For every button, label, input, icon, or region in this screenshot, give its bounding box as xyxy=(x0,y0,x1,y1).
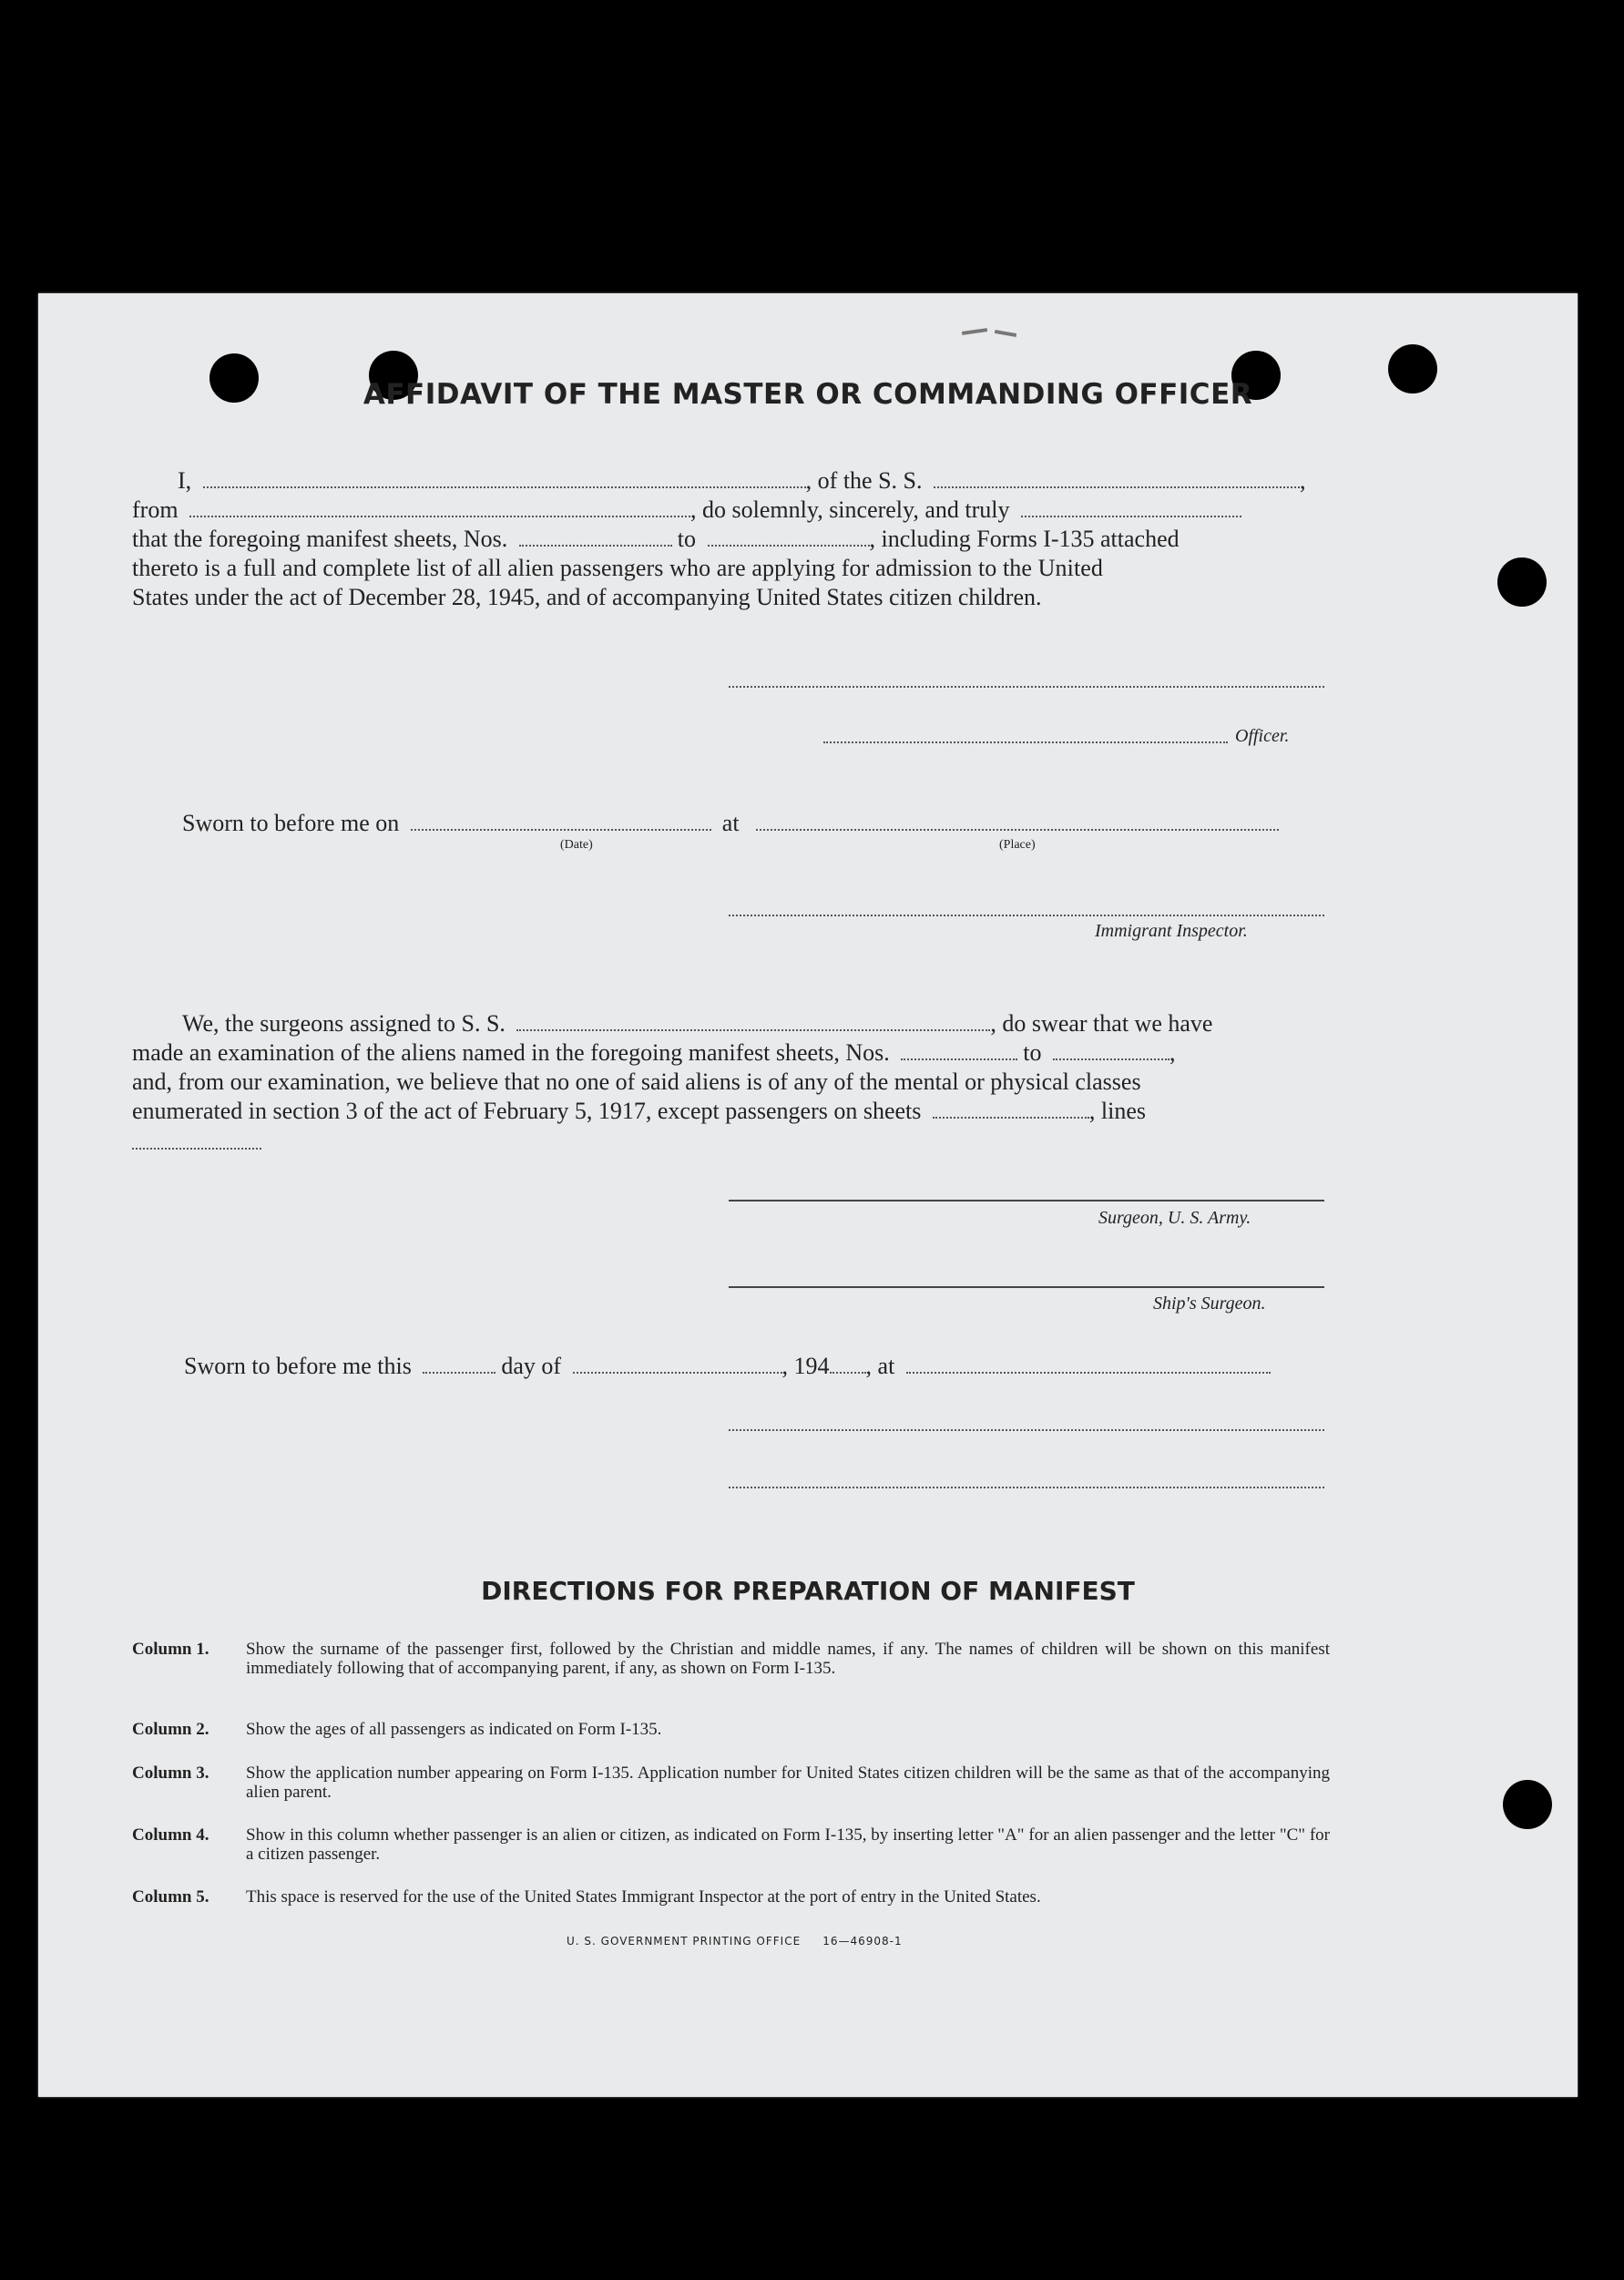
form-page xyxy=(38,293,1578,2097)
ship-name-blank[interactable] xyxy=(934,468,1300,488)
sheets-blank[interactable] xyxy=(933,1099,1089,1119)
sheet-to-blank[interactable] xyxy=(708,527,870,547)
day-blank[interactable] xyxy=(423,1354,495,1374)
sworn-on-line xyxy=(182,809,1279,838)
static-text: to xyxy=(677,526,697,552)
signature-line[interactable] xyxy=(729,1429,1324,1431)
static-text: Sworn to before me on xyxy=(182,810,400,836)
static-text: I, xyxy=(178,467,192,494)
static-text: to xyxy=(1023,1039,1042,1066)
printing-office: U. S. GOVERNMENT PRINTING OFFICE xyxy=(567,1935,802,1948)
master-line-3 xyxy=(132,525,1180,554)
column-direction xyxy=(132,1887,1330,1907)
column-text: Show the ages of all passengers as indicated on Form I-135. xyxy=(246,1720,662,1739)
sheet-from-blank[interactable] xyxy=(901,1040,1017,1060)
year-blank[interactable] xyxy=(830,1354,866,1374)
surgeons-line-3: and, from our examination, we believe that no one of said aliens is of any of the mental or physical classes xyxy=(132,1068,1141,1095)
date-blank[interactable] xyxy=(411,811,711,831)
date-caption: (Date) xyxy=(560,838,593,852)
static-text: , do solemnly, sincerely, and truly xyxy=(690,496,1010,523)
directions-title: DIRECTIONS FOR PREPARATION OF MANIFEST xyxy=(481,1576,1135,1606)
officer-label: Officer. xyxy=(1235,726,1290,746)
inspector-label: Immigrant Inspector. xyxy=(1095,921,1248,941)
static-text: , including Forms I-135 attached xyxy=(869,526,1180,552)
month-blank[interactable] xyxy=(573,1354,782,1374)
ship-surgeon-label: Ship's Surgeon. xyxy=(1153,1293,1266,1314)
column-label: Column 4. xyxy=(132,1825,209,1845)
column-text: Show the surname of the passenger first, followed by the Christian and middle names, if any. The names of children will be shown on this manifest immediately following that of accompanying parent, if any, as shown on Form I-135. xyxy=(246,1640,1330,1678)
lines-blank[interactable] xyxy=(132,1148,261,1150)
column-text: Show the application number appearing on Form I-135. Application number for United States citizen children will be the same as that of the accompanying alien parent. xyxy=(246,1764,1330,1802)
static-text: day of xyxy=(501,1353,562,1379)
pen-mark xyxy=(995,330,1016,337)
surgeons-line-1 xyxy=(182,1009,1212,1038)
column-text: Show in this column whether passenger is an alien or citizen, as indicated on Form I-135, by inserting letter "A" for an alien passenger and the letter "C" for a citizen passenger. xyxy=(246,1825,1330,1864)
static-text: We, the surgeons assigned to S. S. xyxy=(182,1010,506,1037)
punch-hole xyxy=(1503,1780,1552,1829)
master-line-1 xyxy=(178,466,1306,496)
signature-line[interactable] xyxy=(729,686,1324,688)
punch-hole xyxy=(1497,557,1547,607)
master-line-2 xyxy=(132,496,1241,525)
printing-office-imprint xyxy=(567,1935,903,1948)
form-code: 16—46908-1 xyxy=(822,1935,903,1948)
surgeons-line-2 xyxy=(132,1038,1176,1068)
place-blank[interactable] xyxy=(906,1354,1271,1374)
ship-name-blank[interactable] xyxy=(516,1011,990,1031)
static-text: from xyxy=(132,496,179,523)
column-direction xyxy=(132,1825,1330,1864)
column-direction xyxy=(132,1720,1330,1739)
master-line-4: thereto is a full and complete list of all alien passengers who are applying for admission to the United xyxy=(132,555,1104,581)
pen-mark xyxy=(962,328,987,335)
column-direction xyxy=(132,1640,1330,1678)
static-text: , at xyxy=(865,1353,895,1379)
column-label: Column 2. xyxy=(132,1720,209,1739)
static-text: Sworn to before me this xyxy=(184,1353,412,1379)
sheet-to-blank[interactable] xyxy=(1053,1040,1169,1060)
static-text: made an examination of the aliens named in the foregoing manifest sheets, Nos. xyxy=(132,1039,890,1066)
static-text: enumerated in section 3 of the act of February 5, 1917, except passengers on sheets xyxy=(132,1098,922,1124)
officer-signature-line[interactable] xyxy=(823,741,1228,743)
surgeons-line-4 xyxy=(132,1097,1146,1126)
oath-blank[interactable] xyxy=(1021,497,1241,517)
static-text: , xyxy=(1169,1039,1176,1066)
name-blank[interactable] xyxy=(203,468,806,488)
place-caption: (Place) xyxy=(999,838,1036,852)
ship-surgeon-signature-line[interactable] xyxy=(729,1286,1324,1288)
static-text: , do swear that we have xyxy=(990,1010,1213,1037)
static-text: , of the S. S. xyxy=(805,467,923,494)
static-text: , 194 xyxy=(781,1353,830,1379)
column-label: Column 1. xyxy=(132,1640,209,1659)
column-label: Column 5. xyxy=(132,1887,209,1907)
static-text: , lines xyxy=(1088,1098,1147,1124)
affidavit-title: AFFIDAVIT OF THE MASTER OR COMMANDING OFFICER xyxy=(363,378,1253,411)
column-direction xyxy=(132,1764,1330,1802)
static-text: that the foregoing manifest sheets, Nos. xyxy=(132,526,508,552)
static-text: , xyxy=(1300,467,1306,494)
sheet-from-blank[interactable] xyxy=(519,527,672,547)
static-text: at xyxy=(721,810,740,836)
signature-line[interactable] xyxy=(729,1487,1324,1488)
army-surgeon-signature-line[interactable] xyxy=(729,1200,1324,1201)
army-surgeon-label: Surgeon, U. S. Army. xyxy=(1098,1208,1251,1228)
master-line-5: States under the act of December 28, 1945, and of accompanying United States citizen children. xyxy=(132,584,1042,610)
place-blank[interactable] xyxy=(756,811,1279,831)
port-blank[interactable] xyxy=(189,497,690,517)
column-text: This space is reserved for the use of the United States Immigrant Inspector at the port of entry in the United States. xyxy=(246,1887,1041,1907)
sworn-this-line xyxy=(184,1352,1271,1381)
inspector-signature-line[interactable] xyxy=(729,915,1324,916)
column-label: Column 3. xyxy=(132,1764,209,1783)
